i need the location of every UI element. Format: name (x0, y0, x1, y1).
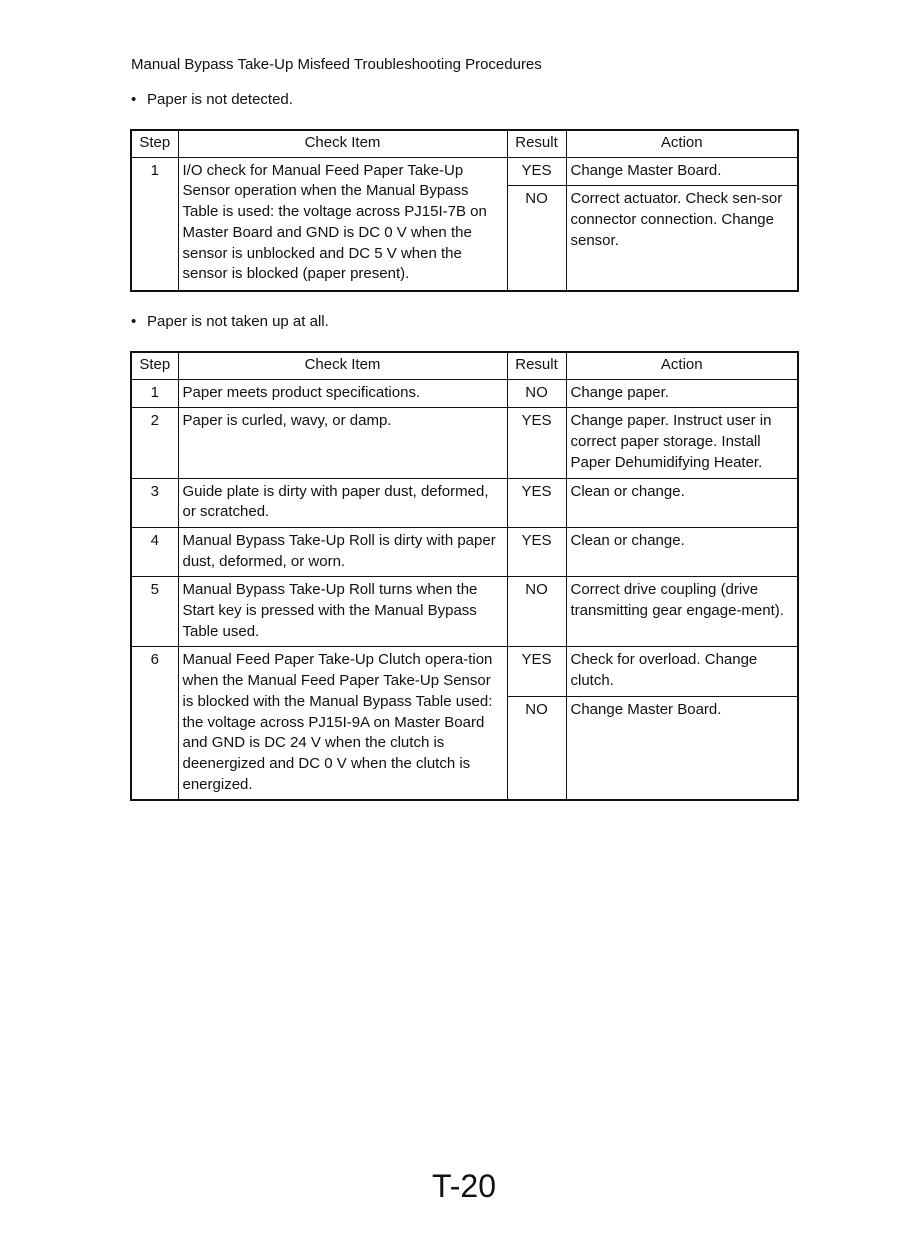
result: YES (507, 408, 566, 478)
header-result: Result (507, 352, 566, 379)
action: Correct actuator. Check sen-sor connector connection. Change sensor. (566, 186, 798, 291)
condition-paper-not-taken-up (131, 312, 329, 332)
result: YES (507, 647, 566, 696)
check-item: Manual Bypass Take-Up Roll turns when the Start key is pressed with the Manual Bypass Table used. (178, 577, 507, 647)
check-item: Paper is curled, wavy, or damp. (178, 408, 507, 478)
header-check-item: Check Item (178, 130, 507, 157)
table-row (131, 408, 798, 478)
result: YES (507, 478, 566, 527)
result: NO (507, 379, 566, 408)
condition-text: Paper is not taken up at all. (147, 313, 329, 330)
check-item: Guide plate is dirty with paper dust, deformed, or scratched. (178, 478, 507, 527)
table-row (131, 577, 798, 647)
section-title: Manual Bypass Take-Up Misfeed Troubleshooting Procedures (131, 56, 542, 73)
action: Check for overload. Change clutch. (566, 647, 798, 696)
header-check-item: Check Item (178, 352, 507, 379)
action: Clean or change. (566, 527, 798, 576)
bullet-marker: • (131, 313, 137, 330)
check-item: Paper meets product specifications. (178, 379, 507, 408)
action: Clean or change. (566, 478, 798, 527)
header-action: Action (566, 130, 798, 157)
condition-paper-not-detected (131, 90, 293, 110)
action: Change paper. Instruct user in correct paper storage. Install Paper Dehumidifying Heater. (566, 408, 798, 478)
step-number: 3 (131, 478, 178, 527)
bullet-marker: • (131, 91, 137, 108)
header-result: Result (507, 130, 566, 157)
step-number: 6 (131, 647, 178, 800)
check-item: I/O check for Manual Feed Paper Take-Up Sensor operation when the Manual Bypass Table is used: the voltage across PJ15I-7B on Master Board and GND is DC 0 V when the sensor is unblocked and DC 5 V when the sensor is blocked (paper present). (178, 157, 507, 291)
table-header-row (131, 130, 798, 157)
header-step: Step (131, 130, 178, 157)
table-row (131, 527, 798, 576)
action: Change Master Board. (566, 696, 798, 800)
step-number: 1 (131, 157, 178, 291)
result: YES (507, 157, 566, 186)
step-number: 2 (131, 408, 178, 478)
header-action: Action (566, 352, 798, 379)
step-number: 4 (131, 527, 178, 576)
table-row (131, 478, 798, 527)
page-number: T-20 (431, 1168, 497, 1204)
result: NO (507, 696, 566, 800)
result: NO (507, 577, 566, 647)
check-item: Manual Feed Paper Take-Up Clutch opera-tion when the Manual Feed Paper Take-Up Sensor is blocked with the Manual Bypass Table used: the voltage across PJ15I-9A on Master Board and GND is DC 24 V when the clutch is deenergized and DC 0 V when the clutch is energized. (178, 647, 507, 800)
action: Correct drive coupling (drive transmitting gear engage-ment). (566, 577, 798, 647)
header-step: Step (131, 352, 178, 379)
result: NO (507, 186, 566, 291)
table-row (131, 379, 798, 408)
action: Change paper. (566, 379, 798, 408)
condition-text: Paper is not detected. (147, 91, 293, 108)
table-row (131, 647, 798, 696)
troubleshooting-table-not-taken-up (130, 351, 799, 801)
result: YES (507, 527, 566, 576)
table-header-row (131, 352, 798, 379)
check-item: Manual Bypass Take-Up Roll is dirty with paper dust, deformed, or worn. (178, 527, 507, 576)
action: Change Master Board. (566, 157, 798, 186)
troubleshooting-table-not-detected (130, 129, 799, 292)
step-number: 1 (131, 379, 178, 408)
table-row (131, 157, 798, 186)
step-number: 5 (131, 577, 178, 647)
